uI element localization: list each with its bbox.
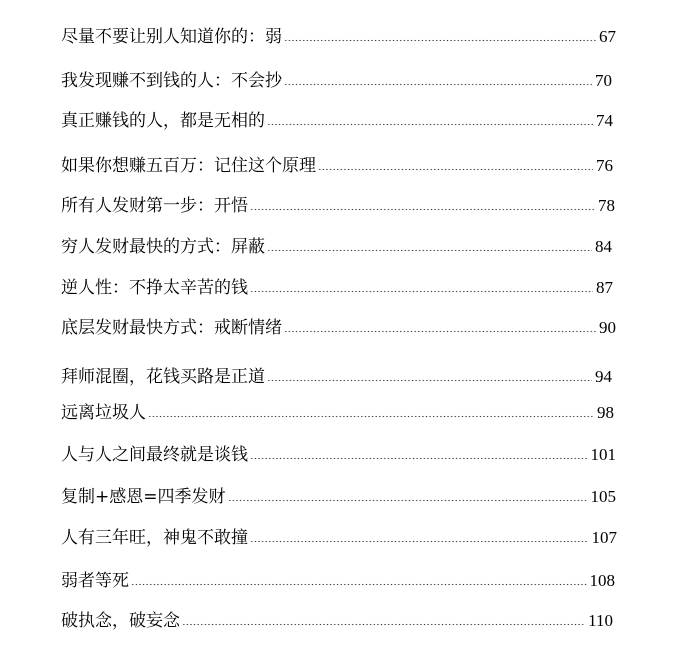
dot-leader	[267, 247, 592, 253]
toc-entry-page: 101	[590, 445, 616, 464]
toc-entry-title: 人有三年旺，神鬼不敢撞	[61, 528, 248, 548]
toc-entry-page: 76	[596, 156, 613, 175]
toc-entry-title: 拜师混圈，花钱买路是正道	[61, 367, 265, 387]
toc-entry-page: 105	[590, 487, 616, 506]
toc-entry-title: 底层发财最快方式：戒断情绪	[61, 318, 282, 338]
toc-entry-title: 尽量不要让别人知道你的：弱	[61, 27, 282, 47]
toc-entry-page: 78	[598, 196, 615, 215]
toc-entry[interactable]	[61, 606, 613, 632]
toc-entry[interactable]	[61, 66, 612, 92]
toc-entry-page: 67	[599, 27, 616, 46]
toc-entry-page: 74	[596, 111, 613, 130]
toc-entry[interactable]	[61, 482, 616, 508]
dot-leader	[131, 581, 587, 587]
dot-leader	[267, 121, 593, 127]
toc-entry[interactable]	[61, 273, 613, 299]
toc-entry-title: 远离垃圾人	[61, 403, 146, 423]
toc-entry[interactable]	[61, 106, 613, 132]
toc-entry-title: 人与人之间最终就是谈钱	[61, 445, 248, 465]
dot-leader	[250, 538, 589, 544]
toc-entry-title: 真正赚钱的人，都是无相的	[61, 111, 265, 131]
toc-entry-page: 70	[595, 71, 612, 90]
toc-entry-title: 穷人发财最快的方式：屏蔽	[61, 237, 265, 257]
toc-entry[interactable]	[61, 523, 617, 549]
toc-entry-page: 107	[591, 528, 617, 547]
dot-leader	[267, 377, 592, 383]
dot-leader	[250, 288, 593, 294]
toc-entry[interactable]	[61, 232, 612, 258]
toc-entry-page: 110	[588, 611, 613, 630]
dot-leader	[318, 166, 593, 172]
toc-entry-title: 复制+感恩=四季发财	[61, 487, 226, 507]
dot-leader	[250, 455, 588, 461]
toc-entry-page: 98	[597, 403, 614, 422]
toc-entry-title: 所有人发财第一步：开悟	[61, 196, 248, 216]
dot-leader	[250, 206, 595, 212]
dot-leader	[182, 621, 585, 627]
toc-entry-title: 破执念，破妄念	[61, 611, 180, 631]
toc-entry-page: 84	[595, 237, 612, 256]
toc-entry-title: 逆人性：不挣太辛苦的钱	[61, 278, 248, 298]
toc-entry[interactable]	[61, 566, 615, 592]
toc-entry[interactable]	[61, 151, 613, 177]
dot-leader	[228, 497, 588, 503]
toc-entry-page: 90	[599, 318, 616, 337]
dot-leader	[148, 413, 594, 419]
toc-entry-page: 94	[595, 367, 612, 386]
toc-entry[interactable]	[61, 313, 616, 339]
toc-entry-title: 我发现赚不到钱的人：不会抄	[61, 71, 282, 91]
dot-leader	[284, 81, 592, 87]
toc-entry-title: 如果你想赚五百万：记住这个原理	[61, 156, 316, 176]
toc-entry[interactable]	[61, 440, 616, 466]
toc-entry-title: 弱者等死	[61, 571, 129, 591]
dot-leader	[284, 37, 596, 43]
toc-entry[interactable]	[61, 398, 614, 424]
toc-entry-page: 87	[596, 278, 613, 297]
dot-leader	[284, 328, 596, 334]
toc-entry[interactable]	[61, 22, 616, 48]
toc-entry[interactable]	[61, 191, 615, 217]
toc-entry[interactable]	[61, 362, 612, 388]
toc-entry-page: 108	[589, 571, 615, 590]
